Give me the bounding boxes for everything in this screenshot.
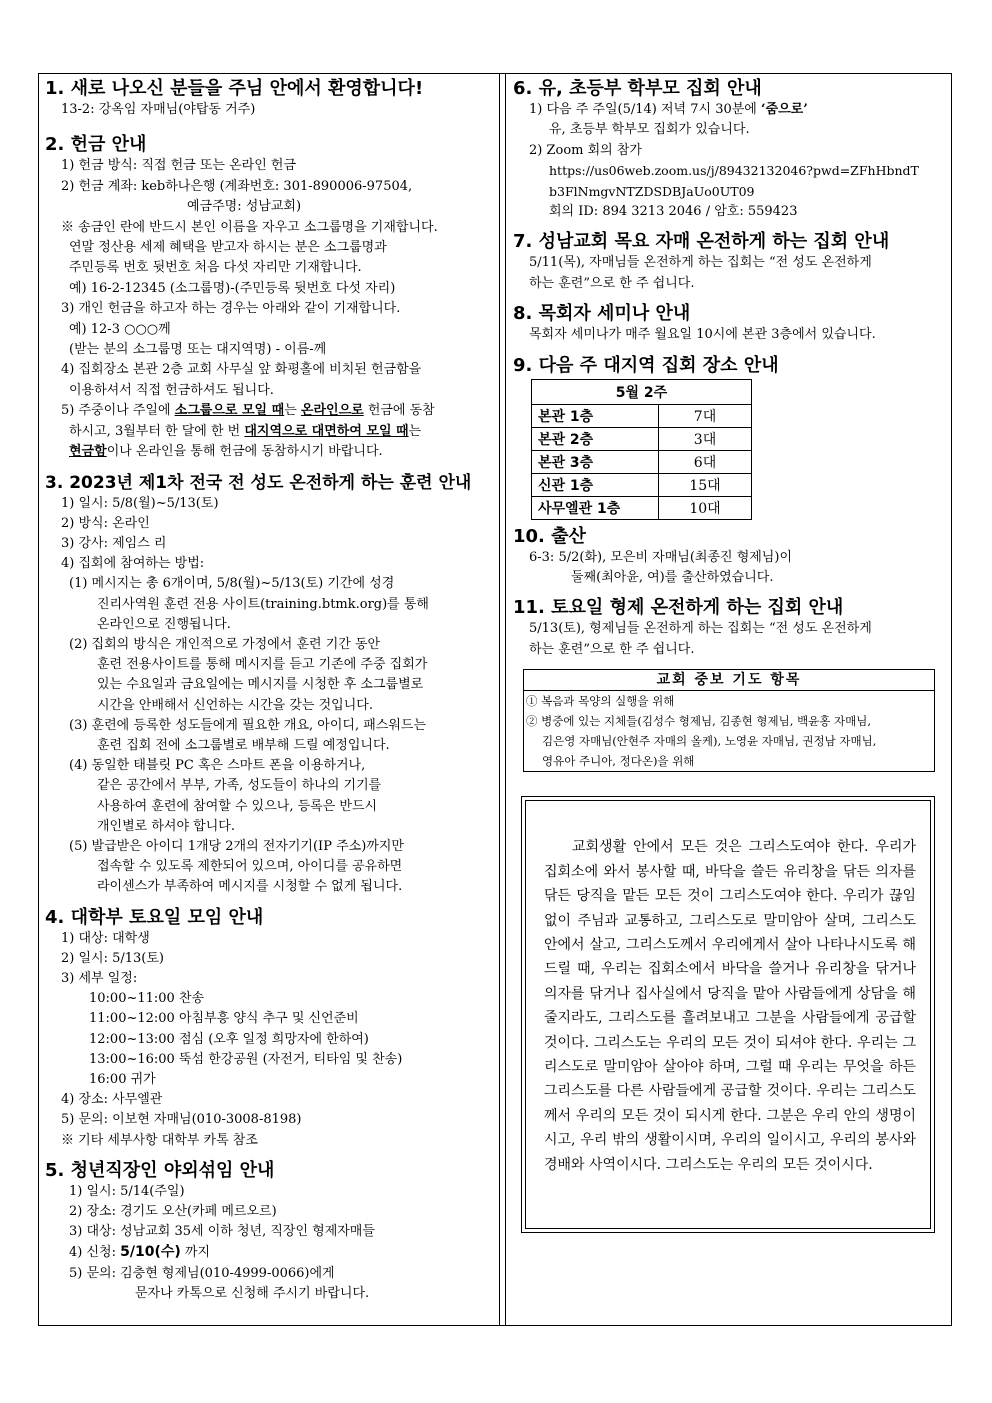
- text-line: 문자나 카톡으로 신청해 주시기 바랍니다.: [135, 1285, 370, 1301]
- schedule-item: 12:00~13:00 점심 (오후 일정 희망자에 한하여): [89, 1031, 369, 1047]
- section-title: 5. 청년직장인 야외섞임 안내: [45, 1159, 275, 1181]
- section-title: 10. 출산: [513, 525, 586, 547]
- section-pastor-seminar: [513, 303, 943, 345]
- text-line: (1) 메시지는 총 6개이며, 5/8(월)~5/13(토) 기간에 성경: [69, 576, 395, 592]
- text-line: 5) 주중이나 주일에 소그룹으로 모일 때는 온라인으로 헌금에 동참: [61, 403, 435, 419]
- prayer-title: 교회 중보 기도 항목: [524, 670, 934, 691]
- table-row: 신관 1층 15대: [532, 473, 752, 496]
- text-line: 이용하셔서 직접 헌금하셔도 됩니다.: [69, 382, 274, 398]
- text-line: 1) 일시: 5/8(월)~5/13(토): [61, 495, 219, 511]
- text-line: 2) 장소: 경기도 오산(카페 메르오르): [69, 1204, 277, 1219]
- right-column: [505, 74, 951, 1325]
- section-title: 2. 헌금 안내: [45, 134, 147, 156]
- text-line: ※ 기타 세부사항 대학부 카톡 참조: [61, 1132, 258, 1148]
- text-line: 6-3: 5/2(화), 모은비 자매님(최종진 형제님)이: [529, 549, 792, 565]
- section-training: [45, 472, 491, 898]
- text-line: 둘째(최아윤, 여)를 출산하였습니다.: [571, 570, 774, 586]
- section-title: 6. 유, 초등부 학부모 집회 안내: [513, 78, 762, 99]
- text-line: 3) 강사: 제임스 리: [61, 535, 167, 551]
- section-offering: [45, 134, 491, 462]
- text-line: 2) 헌금 계좌: keb하나은행 (계좌번호: 301-890006-97504,: [61, 178, 413, 194]
- text-line: 같은 공간에서 부부, 가족, 성도들이 하나의 기기를: [97, 778, 382, 794]
- text-line: ※ 송금인 란에 반드시 본인 이름을 자우고 소그룹명을 기재합니다.: [61, 219, 438, 235]
- text-line: 4) 신청: 5/10(수) 까지: [69, 1244, 211, 1261]
- text-line: (5) 발급받은 아이디 1개당 2개의 전자기기(IP 주소)까지만: [69, 838, 404, 854]
- text-line: 1) 대상: 대학생: [61, 930, 150, 946]
- left-column: [39, 74, 499, 1325]
- schedule-item: 13:00~16:00 뚝섬 한강공원 (자전거, 티타임 및 찬송): [89, 1051, 403, 1067]
- text-line: 2) Zoom 회의 참가: [529, 142, 642, 158]
- text-line: 하시고, 3월부터 한 달에 한 번 대지역으로 대면하여 모일 때는: [69, 423, 422, 439]
- text-line: 4) 집회에 참여하는 방법:: [61, 556, 205, 572]
- text-line: 훈련 전용사이트를 통해 메시지를 듣고 기존에 주중 집회가: [97, 657, 428, 673]
- section-birth: [513, 526, 943, 589]
- text-line: 훈련 집회 전에 소그룹별로 배부해 드릴 예정입니다.: [97, 737, 390, 753]
- table-row: 본관 1층 7대: [532, 404, 752, 427]
- text-line: 접속할 수 있도록 제한되어 있으며, 아이디를 공유하면: [97, 859, 403, 875]
- text-line: 5) 문의: 김충현 형제님(010-4999-0066)에게: [69, 1265, 335, 1281]
- text-line: 예) 16-2-12345 (소그룹명)-(주민등록 뒷번호 다섯 자리): [69, 280, 396, 296]
- section-parents-meeting: [513, 78, 943, 222]
- text-line: 1) 다음 주 주일(5/14) 저녁 7시 30분에 ‘줌으로’: [529, 102, 808, 117]
- text-line: 하는 훈련”으로 한 주 쉽니다.: [529, 641, 695, 657]
- text-line: 목회자 세미나가 매주 월요일 10시에 본관 3층에서 있습니다.: [529, 327, 876, 343]
- text-line: 1) 일시: 5/14(주일): [69, 1183, 185, 1199]
- zoom-link[interactable]: b3FlNmgvNTZDSDBJaUo0UT09: [549, 183, 755, 199]
- text-line: 회의 ID: 894 3213 2046 / 암호: 559423: [549, 204, 798, 220]
- zoom-link[interactable]: https://us06web.zoom.us/j/89432132046?pwd=ZFhHbndT: [549, 163, 919, 179]
- section-title: 8. 목회자 세미나 안내: [513, 303, 691, 325]
- text-line: 2) 일시: 5/13(토): [61, 950, 164, 966]
- prayer-item: ② 병중에 있는 지체들(김성수 형제님, 김종현 형제님, 백윤홍 자매님,: [526, 714, 872, 729]
- prayer-item: 김은영 자매님(안현주 자매의 올케), 노영윤 자매님, 권정남 자매님,: [542, 734, 877, 749]
- text-line: 예금주명: 성남교회): [187, 199, 302, 215]
- section-college: [45, 907, 491, 1151]
- table-row: 본관 3층 6대: [532, 450, 752, 473]
- text-line: 예) 12-3 ○○○께: [69, 321, 171, 337]
- places-table: [531, 379, 752, 520]
- section-title: 9. 다음 주 대지역 집회 장소 안내: [513, 354, 779, 376]
- schedule-item: 16:00 귀가: [89, 1071, 156, 1087]
- text-line: (2) 집회의 방식은 개인적으로 가정에서 훈련 기간 동안: [69, 636, 381, 652]
- text-line: 주민등록 번호 뒷번호 처음 다섯 자리만 기재합니다.: [69, 260, 362, 276]
- text-line: 현금함이나 온라인을 통해 헌금에 동참하시기 바랍니다.: [69, 444, 383, 460]
- section-title: 4. 대학부 토요일 모임 안내: [45, 906, 264, 928]
- text-line: 4) 장소: 사무엘관: [61, 1092, 163, 1108]
- text-line: 있는 수요일과 금요일에는 메시지를 시청한 후 소그룹별로: [97, 677, 424, 693]
- text-line: 개인별로 하셔야 합니다.: [97, 818, 235, 834]
- section-title: 1. 새로 나오신 분들을 주님 안에서 환영합니다!: [45, 78, 424, 99]
- text-line: 5/11(목), 자매님들 온전하게 하는 집회는 “전 성도 온전하게: [529, 255, 872, 271]
- column-divider: [499, 74, 500, 1325]
- text-line: 4) 집회장소 본관 2층 교회 사무실 앞 화평홀에 비치된 헌금함을: [61, 362, 422, 378]
- prayer-item: 영유아 주니아, 정다온)을 위해: [542, 754, 695, 769]
- table-row: 사무엘관 1층 10대: [532, 496, 752, 519]
- quote-inner: [525, 800, 931, 1229]
- table-row: 본관 2층 3대: [532, 427, 752, 450]
- quote-text: 교회생활 안에서 모든 것은 그리스도여야 한다. 우리가 집회소에 와서 봉사할 때, 바닥을 쓸든 유리창을 닦든 의자를 닦든 당직을 맡든 모든 것이 그리스도여야 한다. 우리가 끊임없이 주님과 교통하고, 그리스도로 말미암아 살며, 그리스도 안에서 살고, 그리스도께서 우리에게서 살아 나타나시도록 해 드릴 때, 우리는 집회소에서 바닥을 쓸거나 유리창을 닦거나 의자를 닦거나 집사실에서 당직을 맡아 사람들에게 상담을 해 줄지라도, 그리스도를 흘려보내고 그분을 사람들에게 공급할 것이다. 그리스도는 우리의 모든 것이 되셔야 한다. 우리는 그리스도로 말미암아 살아야 하며, 그럴 때 우리는 무엇을 하든 그리스도를 다른 사람들에게 공급할 것이다. 우리는 그리스도께서 우리의 모든 것이 되시게 한다. 그분은 우리 안의 생명이시고, 우리 밖의 생활이시며, 우리의 일이시고, 우리의 봉사와 경배와 사역이시다. 그리스도는 우리의 모든 것이시다.: [544, 839, 916, 1173]
- section-meeting-places: [513, 355, 943, 520]
- table-header: 5월 2주: [532, 379, 752, 404]
- section-young-workers: [45, 1160, 491, 1304]
- text-line: (받는 분의 소그룹명 또는 대지역명) - 이름-께: [69, 342, 327, 358]
- text-line: 5/13(토), 형제님들 온전하게 하는 집회는 “전 성도 온전하게: [529, 621, 872, 637]
- schedule-item: 10:00~11:00 찬송: [89, 991, 205, 1007]
- section-sisters-meeting: [513, 231, 943, 294]
- text-line: 3) 세부 일정:: [61, 970, 138, 986]
- text-line: 하는 훈련”으로 한 주 쉽니다.: [529, 275, 695, 291]
- text-line: 시간을 안배해서 신언하는 시간을 갖는 것입니다.: [97, 697, 373, 713]
- text-line: 2) 방식: 온라인: [61, 515, 150, 531]
- text-line: 연말 정산용 세제 혜택을 받고자 하시는 분은 소그룹명과: [69, 240, 387, 256]
- text-line: (3) 훈련에 등록한 성도들에게 필요한 개요, 아이디, 패스워드는: [69, 717, 426, 733]
- quote-box: [521, 796, 935, 1233]
- text-line: 3) 대상: 성남교회 35세 이하 청년, 직장인 형제자매들: [69, 1224, 375, 1240]
- section-title: 11. 토요일 형제 온전하게 하는 집회 안내: [513, 597, 844, 619]
- bulletin-frame: [38, 73, 952, 1326]
- section-welcome: [45, 78, 491, 120]
- section-brothers-meeting: [513, 597, 943, 660]
- text-line: 1) 헌금 방식: 직접 헌금 또는 온라인 헌금: [61, 158, 297, 174]
- text-line: 3) 개인 헌금을 하고자 하는 경우는 아래와 같이 기재합니다.: [61, 301, 401, 317]
- welcome-line: 13-2: 강옥임 자매님(야탑동 거주): [61, 102, 256, 117]
- section-title: 7. 성남교회 목요 자매 온전하게 하는 집회 안내: [513, 231, 890, 253]
- section-title: 3. 2023년 제1차 전국 전 성도 온전하게 하는 훈련 안내: [45, 472, 472, 493]
- prayer-box: [523, 669, 935, 772]
- text-line: 5) 문의: 이보현 자매님(010-3008-8198): [61, 1112, 302, 1128]
- text-line: 진리사역원 훈련 전용 사이트(training.btmk.org)를 통해: [97, 596, 429, 612]
- text-line: 사용하여 훈련에 참여할 수 있으나, 등록은 반드시: [97, 798, 378, 814]
- text-line: 라이센스가 부족하여 메시지를 시청할 수 없게 됩니다.: [97, 879, 403, 895]
- schedule-item: 11:00~12:00 아침부흥 양식 추구 및 신언준비: [89, 1011, 359, 1027]
- text-line: 온라인으로 진행됩니다.: [97, 616, 231, 632]
- prayer-item: ① 복음과 목양의 실행을 위해: [526, 694, 675, 709]
- text-line: 유, 초등부 학부모 집회가 있습니다.: [549, 122, 750, 138]
- text-line: (4) 동일한 태블릿 PC 혹은 스마트 폰을 이용하거나,: [69, 758, 366, 774]
